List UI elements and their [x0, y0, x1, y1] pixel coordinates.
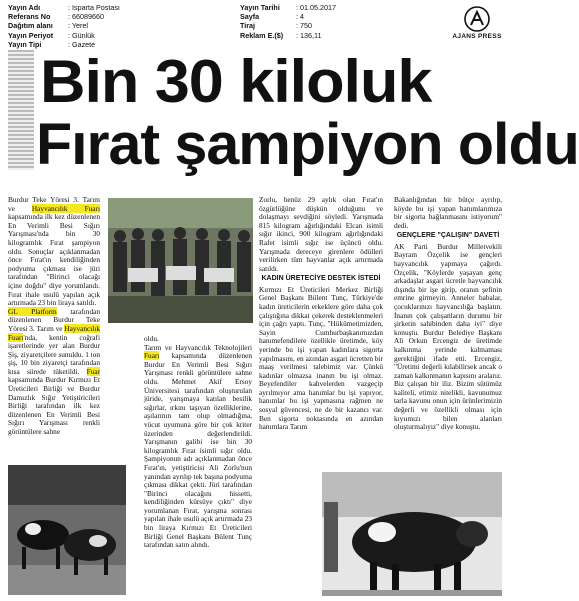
text-run: AK Parti Burdur Milletvekili Bayram Özçelik ise gençleri hayvancılık yapmaya çağırdı. Özçelik, "Köylerde yaşayan genç arkadaşlar asgari ücretle hayvancılık dışında bir işe girip, oranın şefinin emrine girmeyin. Anneler babalar, çocuklarınızı hayvancılığa başlatın. İnanın çok çalışanların durumu bir şirketin sahibinden daha iyi" diye konuştu. Burdur Belediye Başkanı Ali Orkun Ercengiz de üretimde kalkınma yerinde kalmaması gerektiğini ifade etti. Ercengiz, "Üretimi değerli kılabilirsek ancak o zaman kalkınmanın kapısını aralarız. Biz çalışan bir iliz. Bizim sütümüz kaliteli, etimiz nitelikli, kavunumuz tarla kavunu onun için ürünlerimizin değerli ve özellikli olması için kıyıımızı bilen alanları oluşturmalıyız" diye konuştu. [394, 241, 502, 432]
text-run: oldu. [144, 334, 159, 343]
meta-value: : Yerel [68, 21, 88, 31]
meta-label: Reklam E.($) [240, 30, 284, 40]
highlight: Fuar [86, 366, 100, 376]
meta-label: Tiraj [240, 21, 256, 31]
meta-value: : Gazete [68, 39, 96, 49]
text-run: Tarım ve [8, 195, 100, 213]
meta-value: : 4 [296, 12, 304, 22]
highlight: Hayvancılık [31, 203, 68, 213]
text-run: Tarım ve Hayvancılık Teknolojileri [144, 342, 252, 352]
headline-line-1: Bin 30 kiloluk [40, 48, 432, 115]
logo-text: AJANS PRESS [452, 33, 502, 40]
text-run: Bakanlığından bir bütçe ayrılıp, köyde bu işi yapan hanımlarımıza bir sigorta bağlanmasını istiyorum" dedi. [394, 195, 502, 230]
meta-label: Yayın Adı [8, 3, 41, 12]
text-run: 'nda, kentin coğrafi işaretlerinde yer alan Burdur Şiş, ziyaretçilere sunuldu. 1 ton şiş, 10 bin ziyaretçi tarafından kısa sürede tüketildi. [8, 332, 101, 376]
meta-left [8, 3, 120, 49]
article-column-3 [259, 196, 383, 432]
highlight: Fuarı [67, 203, 100, 213]
meta-value: : 01.05.2017 [296, 3, 336, 12]
subheading: GENÇLERE "ÇALIŞIN" DAVETİ [396, 232, 500, 240]
text-run: Kırmızı Et Üreticileri Merkez Birliği Genel Başkanı Bülent Tunç, Türkiye'de kadın üreticilerin erkeklere göre daha çok çalıştığına dikkat çekerek desteklenmeleri için çağrı yaptı. Tunç, "Hükümetimizden, Sayın Cumhurbaşkanımızdan hanımefendilere özellikle üretimde, köy yerinde bu işi yapan kadınlara sigorta yapılmasını, en azından asgari ücretten bir maaş verilmesi talebimiz var. Çünkü kadınlar olmazsa inanın bu işi olmaz. Beyefendiler kahvelerden vazgeçip ayrılmıyor ama hanımlar bu işi yapıyor, hanımlar bu işi yapmasına rağmen ne sosyal güvencesi, ne de bir kazancı var. Ben sigorta noktasında en azından hanımlara Tarım [259, 284, 383, 432]
highlight: Hayvancılık Fuarı [8, 323, 100, 342]
photo-cattle-pen [8, 465, 126, 595]
text-run: kapsamında ilk kez düzenlenen En Verimli Besi Sığırı Yarışması'nda bin 30 kilogramlık Fırat şampiyon oldu. Sonuçlar açıklanmadan önce Fırat'ın kendiliğinden podyuma çıkması ise jüri tarafından "Birinci olacağı içine doğdu" diye yorumlandı. Fırat ihale usulü yapılan açık artırmada 23 bin liraya satıldı. [8, 212, 100, 308]
highlight: Fuarı [144, 351, 160, 361]
highlight: GL Platform [8, 306, 57, 316]
photo-award-ceremony [108, 198, 253, 323]
photo-image [322, 472, 502, 596]
meta-value: : 136,11 [296, 30, 322, 40]
photo-image [8, 465, 126, 595]
text-run: kapsamında düzenlenen Burdur En Verimli Besi Sığırı Yarışması renkli görüntülere sahne oldu. Mehmet Akif Ersoy Üniversitesi tarafından oluşturulan jüride, yarışmaya katılan besilik sığırlar, ırkını taşıyan özelliklerine, aşılarının tam olup olmadığına, vücut uyumuna göre bir çok kriter üzerinden değerlendirildi. Yarışmanın galibi ise bin 30 kilogramlık Fırat isimli sığır oldu. Şampiyonun adı açıklanmadan önce Fırat'ın, yetiştiricisi Ali Zorlu'nun yanından ayrılıp tek başına podyuma çıkması dikkat çekti. Jüri tarafından "Birinci olacağını hissetti, kendiliğinden kürsüye çıktı" diye yorumlanan Fırat, yarışma sonrası yapılan ihale usulü açık artırmada 23 bin liraya Kırmızı Et Üreticileri Birliği Genel Başkanı Bülent Tunç tarafından satın alındı. [144, 351, 252, 550]
meta-value: : 66089660 [68, 12, 104, 22]
meta-value: : 750 [296, 21, 312, 31]
text-run: Zorlu, henüz 29 aylık olan Fırat'ın özgürlüğüne düşkün olduğunu ve dolaşmayı sevdiğini söyledi. Yarışmada 815 kilogram ağırlığındaki Elcan isimli sığır ikinci, 900 kilogram ağırlığındaki Rafet isimli sığır ise üçüncü oldu. Yarışmada dereceye girenlere ödülleri verilirken tüm hayvanlar açık artırmada satıldı. [259, 195, 383, 273]
clip-edge-decoration [8, 50, 34, 170]
subheading: KADIN ÜRETECİYE DESTEK İSTEDİ [261, 275, 381, 283]
meta-value: : Isparta Postası [68, 3, 120, 12]
meta-label: Referans No [8, 12, 51, 22]
text-run: kapsamında Burdur Kırmızı Et Üreticileri Birliği ve Burdur Damızlık Sığır Yetiştiricileri Birliği tarafından ilk kez düzenlenen En Verimli Besi Sığırı Yarışması renkli görüntülere sahne [8, 375, 100, 437]
meta-right [240, 3, 336, 40]
headline-line-2: Fırat şampiyon oldu [36, 112, 579, 177]
meta-label: Dağıtım alanı [8, 21, 53, 31]
meta-value: : Günlük [68, 30, 95, 40]
photo-image [108, 198, 253, 323]
meta-label: Yayın Tarihi [240, 3, 280, 12]
text-run: tarafından düzenlenen Burdur Teke Yöresi 3. Tarım ve [8, 306, 100, 333]
photo-champion-bull [322, 472, 502, 596]
meta-label: Yayın Tipi [8, 39, 42, 49]
ajans-press-logo [452, 6, 502, 48]
meta-label: Yayın Periyot [8, 30, 54, 40]
article-column-4 [394, 196, 502, 432]
meta-label: Sayfa [240, 12, 260, 22]
article-column-1 [8, 196, 100, 437]
meta-block [8, 3, 448, 51]
logo-icon [464, 6, 490, 32]
text-run: Burdur Teke Yöresi 3. [8, 195, 79, 204]
article-column-2 [144, 335, 252, 550]
